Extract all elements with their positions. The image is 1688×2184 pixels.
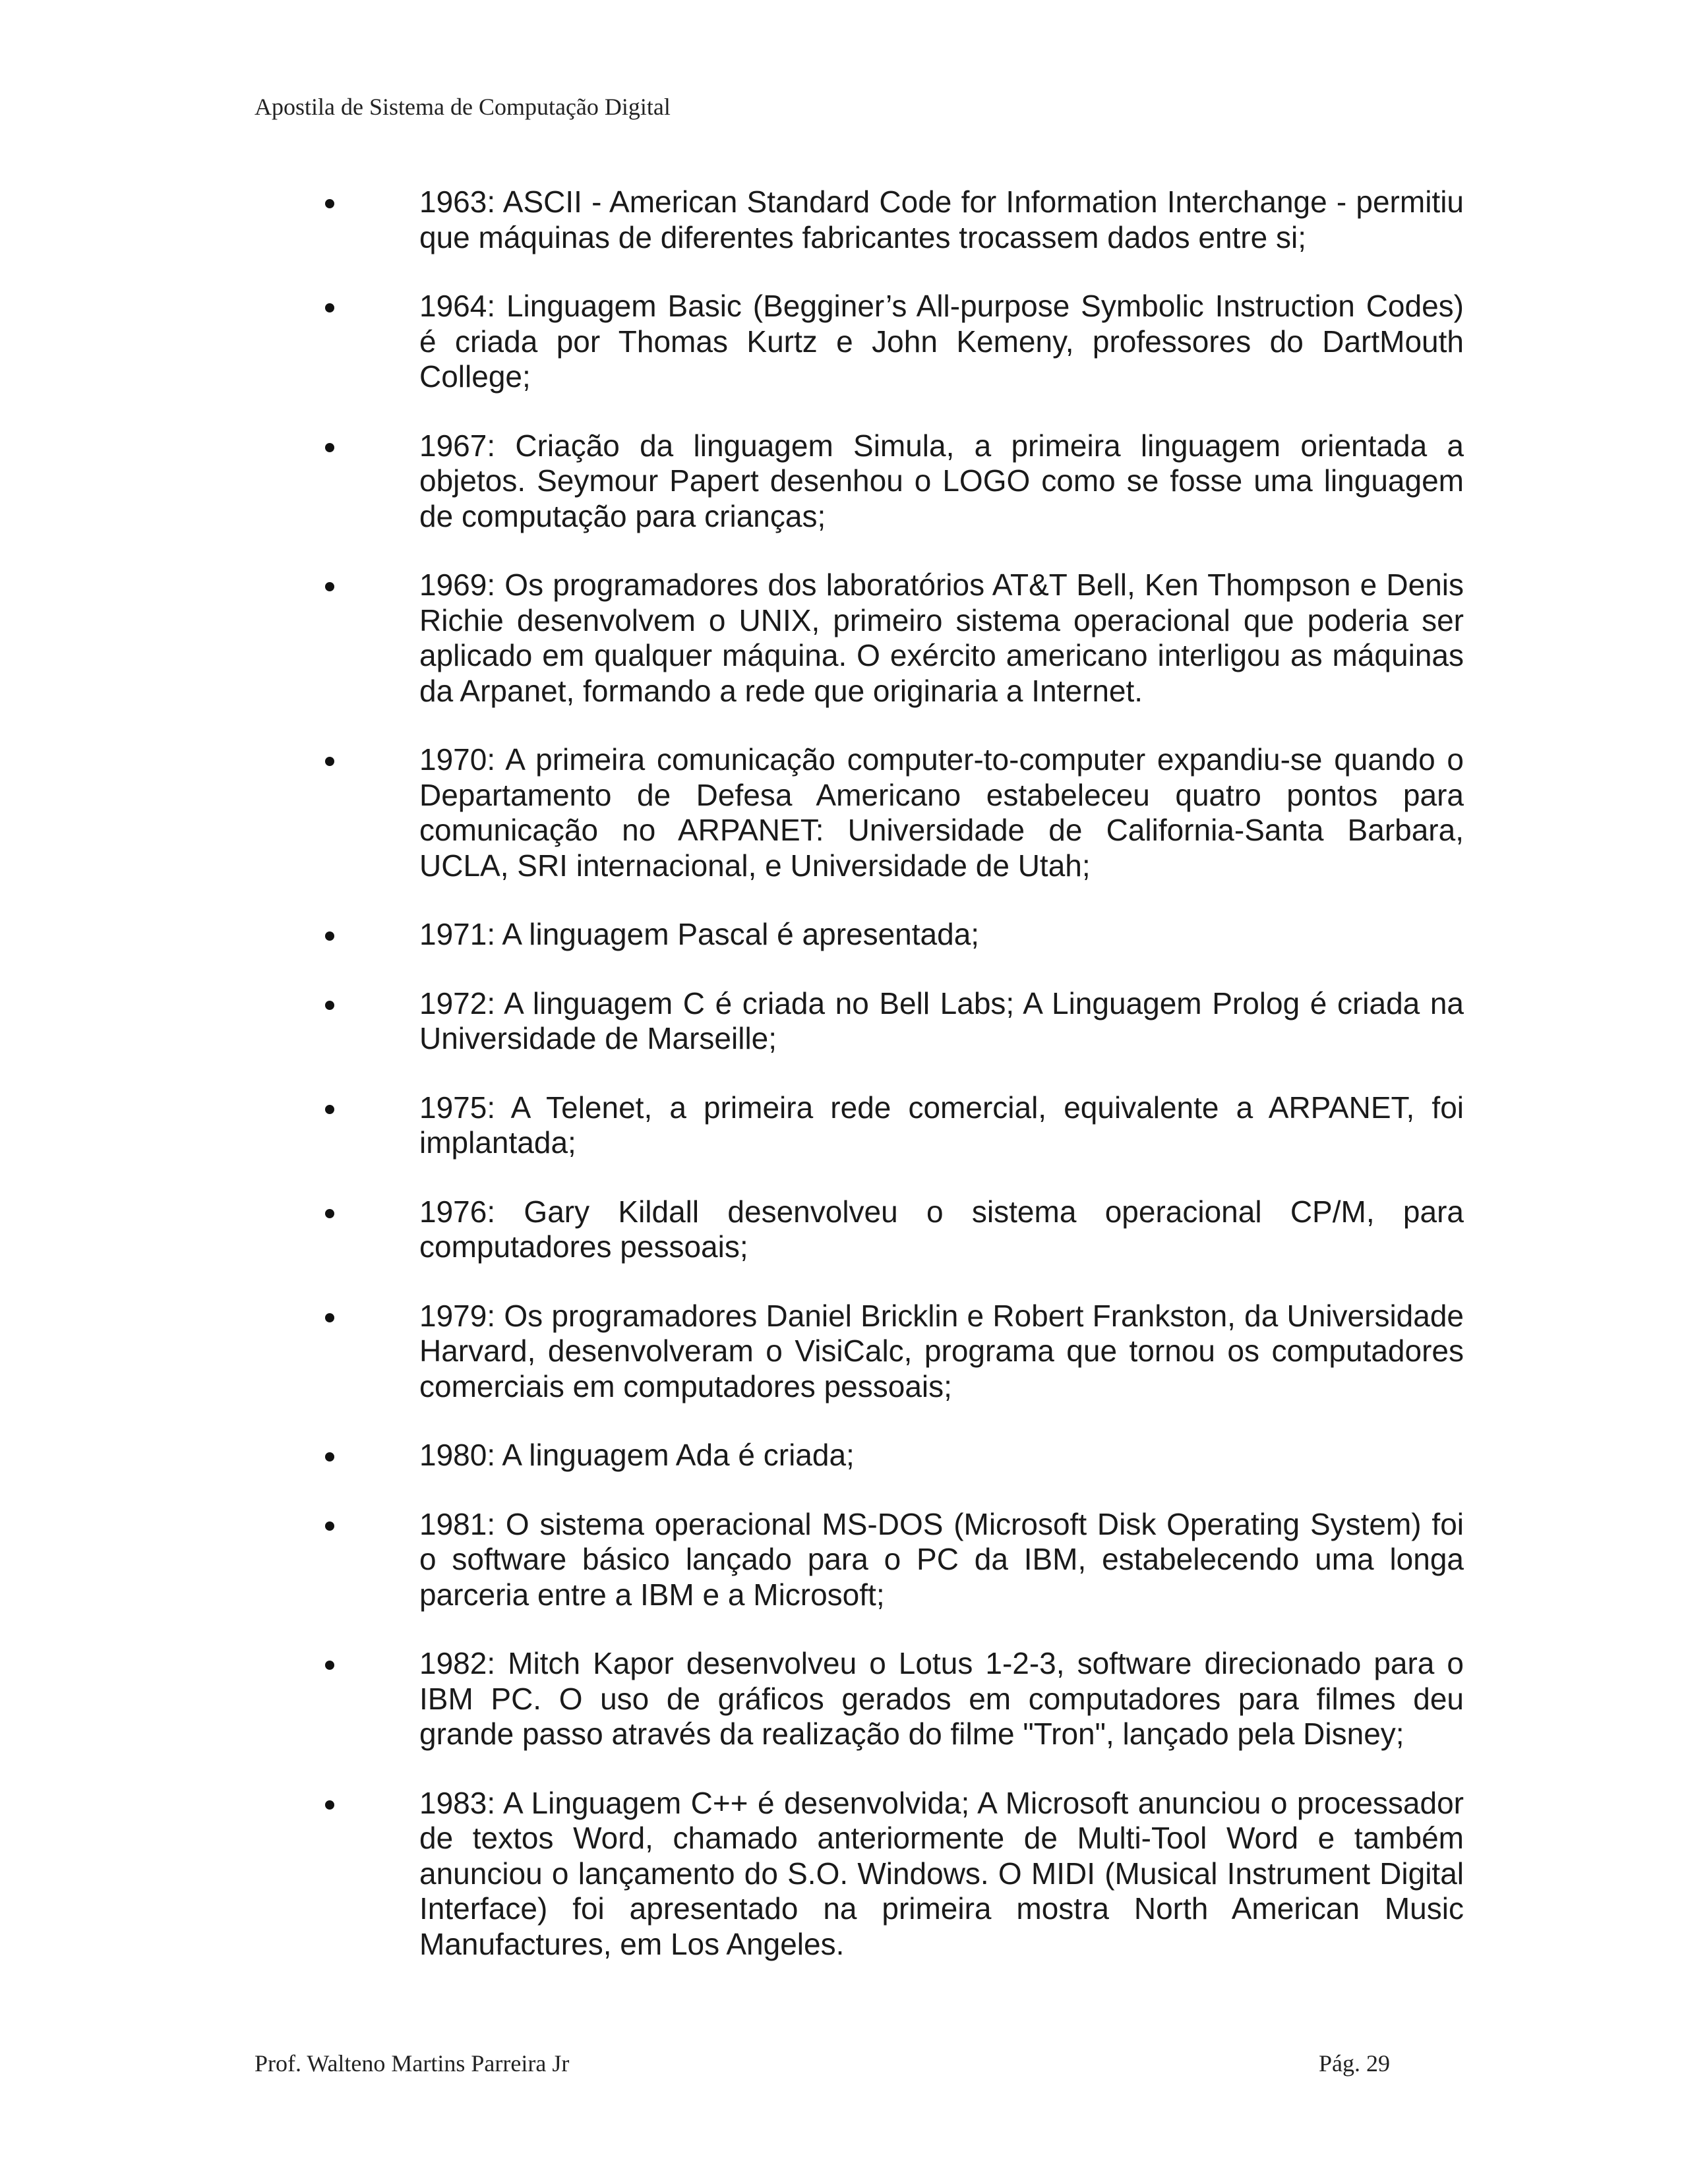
timeline-item — [323, 1090, 1464, 1161]
timeline-item — [323, 1195, 1464, 1265]
timeline-item — [323, 1646, 1464, 1752]
timeline-item-text: 1975: A Telenet, a primeira rede comercial, equivalente a ARPANET, foi implantada; — [419, 1090, 1464, 1160]
timeline-item — [323, 1299, 1464, 1405]
timeline-item — [323, 917, 1464, 953]
timeline-item — [323, 1786, 1464, 1963]
bullet-icon — [325, 757, 334, 766]
bullet-icon — [325, 1661, 334, 1670]
bullet-icon — [325, 1313, 334, 1322]
timeline-item-text: 1963: ASCII - American Standard Code for Information Interchange - permitiu que máquinas de diferentes fabricantes trocassem dados entre si; — [419, 185, 1464, 254]
bullet-icon — [325, 303, 334, 312]
timeline-item-text: 1967: Criação da linguagem Simula, a primeira linguagem orientada a objetos. Seymour Papert desenhou o LOGO como se fosse uma linguagem de computação para crianças; — [419, 428, 1464, 533]
timeline-item — [323, 1507, 1464, 1613]
page-header: Apostila de Sistema de Computação Digital — [255, 94, 671, 120]
bullet-icon — [325, 931, 334, 941]
timeline-item-text: 1982: Mitch Kapor desenvolveu o Lotus 1-2-3, software direcionado para o IBM PC. O uso de gráficos gerados em computadores para filmes deu grande passo através da realização do filme "Tron", lançado pela Disney; — [419, 1646, 1464, 1751]
timeline-item-text: 1964: Linguagem Basic (Begginer’s All-purpose Symbolic Instruction Codes) é criada por Thomas Kurtz e John Kemeny, professores do DartMouth College; — [419, 289, 1464, 394]
timeline-list — [323, 185, 1464, 1995]
timeline-item-text: 1976: Gary Kildall desenvolveu o sistema operacional CP/M, para computadores pessoais; — [419, 1194, 1464, 1264]
bullet-icon — [325, 582, 334, 591]
timeline-item-text: 1971: A linguagem Pascal é apresentada; — [419, 917, 980, 951]
timeline-item-text: 1981: O sistema operacional MS-DOS (Microsoft Disk Operating System) foi o software básico lançado para o PC da IBM, estabelecendo uma longa parceria entre a IBM e a Microsoft; — [419, 1506, 1464, 1612]
timeline-item — [323, 986, 1464, 1057]
timeline-item — [323, 568, 1464, 709]
bullet-icon — [325, 1001, 334, 1010]
timeline-item — [323, 289, 1464, 395]
timeline-item-text: 1972: A linguagem C é criada no Bell Labs; A Linguagem Prolog é criada na Universidade de Marseille; — [419, 986, 1464, 1055]
bullet-icon — [325, 443, 334, 452]
bullet-icon — [325, 199, 334, 208]
footer-author: Prof. Walteno Martins Parreira Jr — [255, 2050, 570, 2077]
bullet-icon — [325, 1452, 334, 1461]
timeline-item-text: 1980: A linguagem Ada é criada; — [419, 1438, 855, 1472]
bullet-icon — [325, 1800, 334, 1810]
timeline-item — [323, 1438, 1464, 1473]
bullet-icon — [325, 1105, 334, 1114]
bullet-icon — [325, 1521, 334, 1531]
timeline-item — [323, 185, 1464, 255]
timeline-item-text: 1970: A primeira comunicação computer-to-computer expandiu-se quando o Departamento de Defesa Americano estabeleceu quatro pontos para comunicação no ARPANET: Universidade de California-Santa Barbara, UCLA, SRI internacional, e Universidade de Utah; — [419, 742, 1464, 883]
timeline-item-text: 1979: Os programadores Daniel Bricklin e Robert Frankston, da Universidade Harvard, desenvolveram o VisiCalc, programa que tornou os computadores comerciais em computadores pessoais; — [419, 1298, 1464, 1403]
timeline-item-text: 1983: A Linguagem C++ é desenvolvida; A Microsoft anunciou o processador de textos Word, chamado anteriormente de Multi-Tool Word e também anunciou o lançamento do S.O. Windows. O MIDI (Musical Instrument Digital Interface) foi apresentado na primeira mostra North American Music Manufactures, em Los Angeles. — [419, 1785, 1464, 1961]
timeline-item-text: 1969: Os programadores dos laboratórios AT&T Bell, Ken Thompson e Denis Richie desenvolvem o UNIX, primeiro sistema operacional que poderia ser aplicado em qualquer máquina. O exército americano interligou as máquinas da Arpanet, formando a rede que originaria a Internet. — [419, 568, 1464, 708]
page-number: Pág. 29 — [1319, 2050, 1390, 2077]
timeline-item — [323, 428, 1464, 535]
bullet-icon — [325, 1209, 334, 1218]
timeline-item — [323, 742, 1464, 883]
